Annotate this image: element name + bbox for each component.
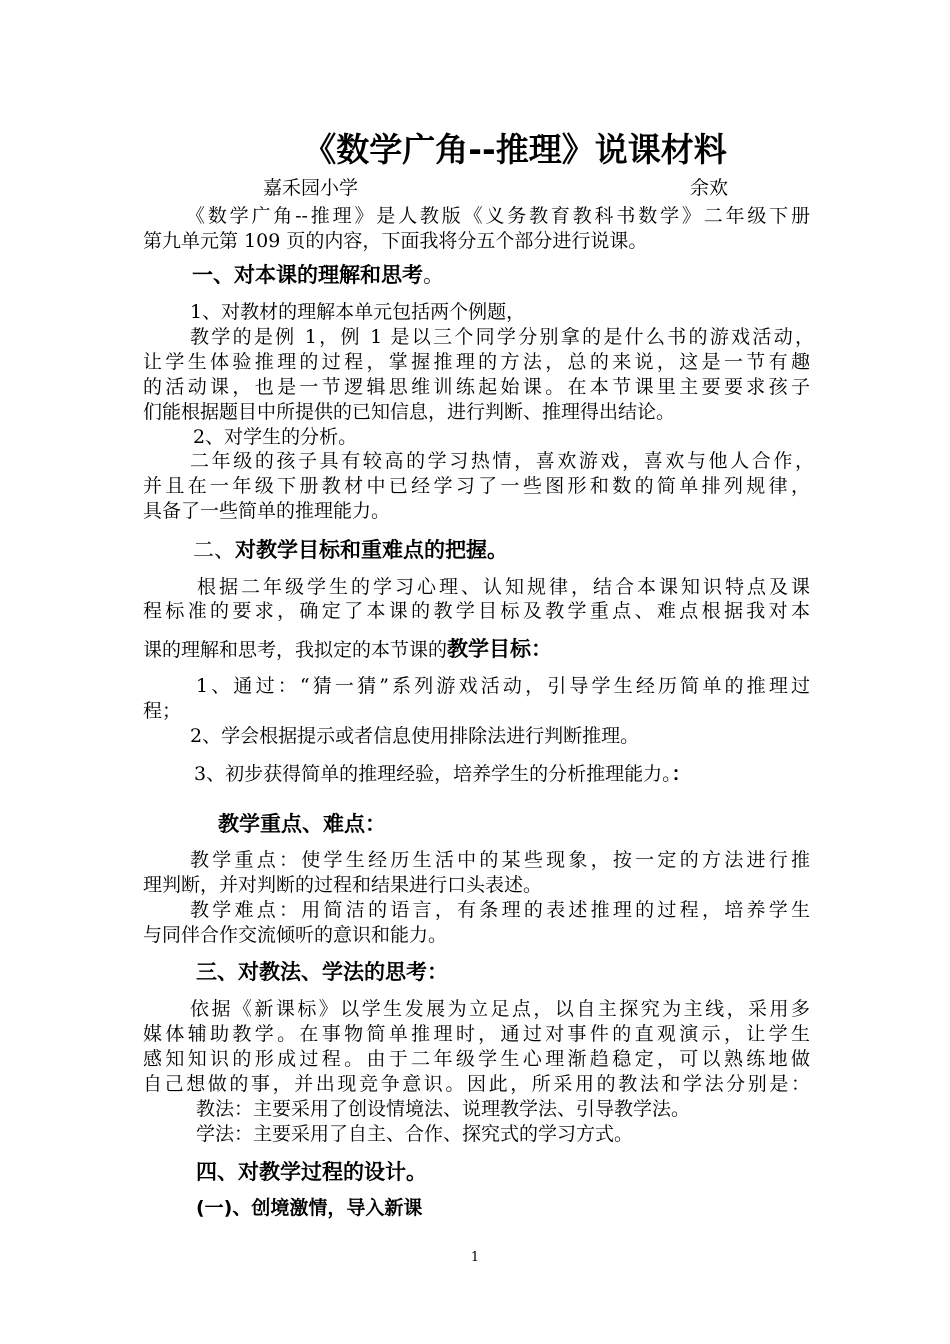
section-1-para-2-line-1: 教学的是例 1，例 1 是以三个同学分别拿的是什么书的游戏活动，	[190, 326, 814, 348]
learning-method: 学法：主要采用了自主、合作、探究式的学习方式。	[196, 1123, 634, 1145]
section-1-para-4-line-3: 具备了一些简单的推理能力。	[143, 500, 391, 522]
section-1-para-4-line-2: 并且在一年级下册教材中已经学习了一些图形和数的简单排列规律，	[143, 475, 810, 497]
school-name: 嘉禾园小学	[263, 177, 359, 199]
section-2-para-line-1: 根据二年级学生的学习心理、认知规律，结合本课知识特点及课	[197, 576, 810, 598]
intro-line-2: 第九单元第 109 页的内容，下面我将分五个部分进行说课。	[143, 230, 648, 252]
section-3-para-line-3: 感知知识的形成过程。由于二年级学生心理渐趋稳定，可以熟练地做	[143, 1048, 810, 1070]
intro-line-1: 《数学广角--推理》是人教版《义务教育教科书数学》二年级下册	[186, 205, 810, 227]
section-2-heading: 二、对教学目标和重难点的把握。	[193, 538, 508, 562]
goal-3: 3、初步获得简单的推理经验，培养学生的分析推理能力。：	[194, 763, 691, 785]
section-1-para-2-line-3: 的活动课，也是一节逻辑思维训练起始课。在本节课里主要要求孩子	[143, 376, 810, 398]
page-title: 《数学广角--推理》说课材料	[303, 130, 727, 169]
page-number: 1	[470, 1250, 480, 1265]
section-1-heading: 一、对本课的理解和思考。	[192, 263, 444, 287]
section-1-para-2-line-4: 们能根据题目中所提供的已知信息，进行判断、推理得出结论。	[143, 401, 676, 423]
section-2-para-line-3: 课的理解和思考，我拟定的本节课的教学目标：	[143, 637, 553, 661]
section-3-heading: 三、对教法、学法的思考：	[196, 960, 448, 984]
section-2-para-line-2: 程标准的要求，确定了本课的教学目标及教学重点、难点根据我对本	[143, 600, 810, 622]
goal-1-line-1: 1、通过：“猜一猜”系列游戏活动，引导学生经历简单的推理过	[196, 675, 810, 697]
goal-2: 2、学会根据提示或者信息使用排除法进行判断推理。	[190, 725, 640, 747]
section-4-heading: 四、对教学过程的设计。	[196, 1160, 427, 1184]
key-point-line-2: 理判断，并对判断的过程和结果进行口头表述。	[143, 874, 543, 896]
key-point-line-1: 教学重点：使学生经历生活中的某些现象，按一定的方法进行推	[190, 849, 810, 871]
key-points-heading: 教学重点、难点：	[218, 812, 386, 836]
section-3-para-line-2: 媒体辅助教学。在事物简单推理时，通过对事件的直观演示，让学生	[143, 1023, 810, 1045]
section-3-para-line-4: 自己想做的事，并出现竞争意识。因此，所采用的教法和学法分别是：	[143, 1073, 810, 1095]
author-name: 余欢	[690, 177, 729, 199]
section-1-para-4-line-1: 二年级的孩子具有较高的学习热情，喜欢游戏，喜欢与他人合作，	[190, 450, 814, 472]
section-4-subheading: (一)、创境激情，导入新课	[196, 1197, 423, 1219]
section-3-para-line-1: 依据《新课标》以学生发展为立足点，以自主探究为主线，采用多	[190, 998, 810, 1020]
section-1-para-3: 2、对学生的分析。	[193, 426, 358, 448]
section-1-para-1: 1、对教材的理解本单元包括两个例题，	[190, 301, 526, 323]
difficulty-line-1: 教学难点：用简洁的语言，有条理的表述推理的过程，培养学生	[190, 899, 810, 921]
difficulty-line-2: 与同伴合作交流倾听的意识和能力。	[143, 924, 448, 946]
section-1-para-2-line-2: 让学生体验推理的过程，掌握推理的方法，总的来说，这是一节有趣	[143, 351, 810, 373]
goal-1-line-2: 程；	[143, 700, 182, 722]
teaching-method: 教法：主要采用了创设情境法、说理教学法、引导教学法。	[196, 1098, 691, 1120]
